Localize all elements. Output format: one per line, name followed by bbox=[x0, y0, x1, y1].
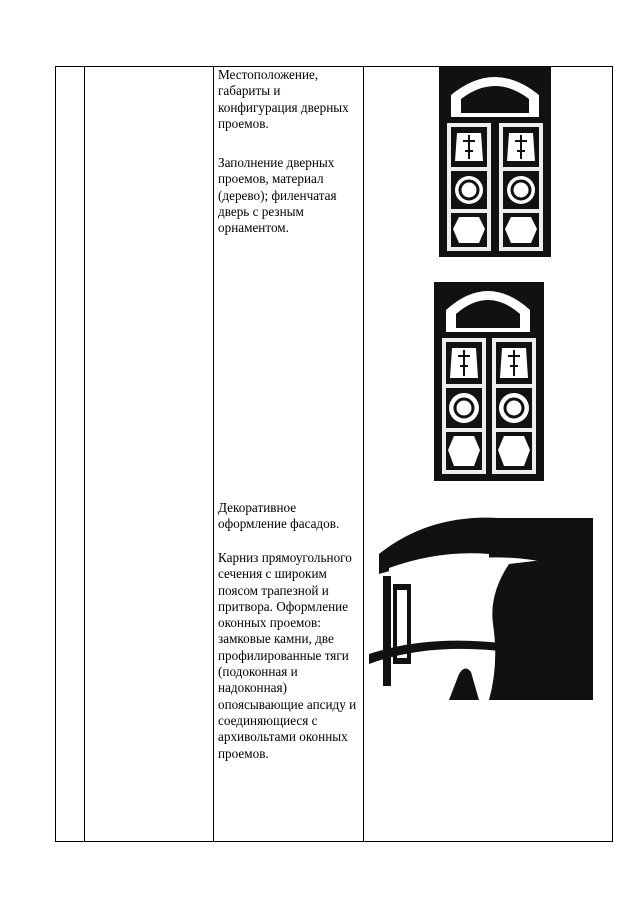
row1-paragraph-2: Заполнение дверных проемов, материал (дерево); филенчатая дверь с резным орнаментом. bbox=[218, 155, 337, 236]
row1-paragraph-1: Местоположение, габариты и конфигурация дверных проемов. bbox=[218, 67, 349, 131]
row2-paragraph-2: Карниз прямоугольного сечения с широким поясом трапезной и притвора. Оформление оконных проемов: замковые камни, две профилированные тяги (подоконная и надоконная) опоясывающие апсиду и соединяющиеся с архивольтами оконных проемов. bbox=[218, 550, 357, 761]
facade-photo bbox=[369, 514, 593, 700]
row2-paragraph-1: Декоративное оформление фасадов. bbox=[218, 500, 340, 532]
column-divider bbox=[363, 67, 364, 841]
door-photo-2 bbox=[428, 276, 548, 481]
column-divider bbox=[213, 67, 214, 841]
door-photo-1 bbox=[435, 67, 555, 257]
column-divider bbox=[84, 67, 85, 841]
